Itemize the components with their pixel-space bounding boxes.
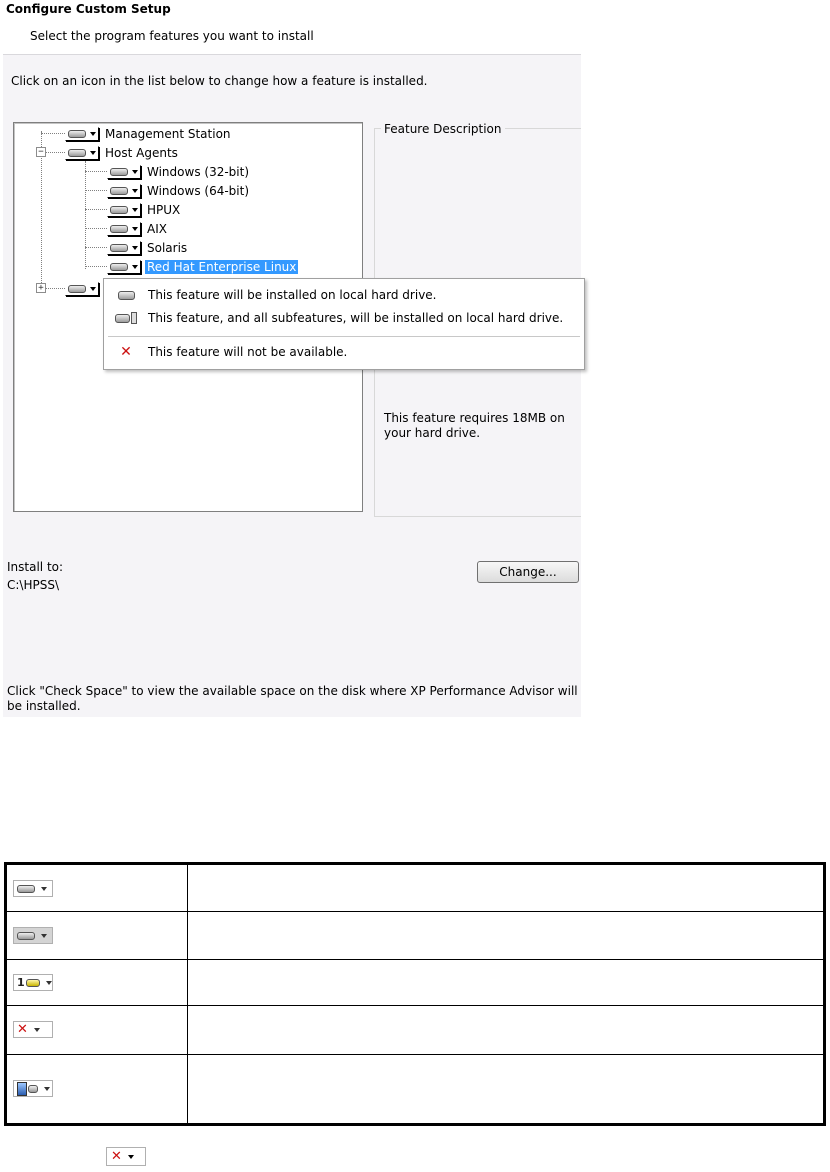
page-subtitle: Select the program features you want to install xyxy=(30,29,314,43)
dropdown-arrow-icon xyxy=(132,246,138,250)
feature-state-button[interactable] xyxy=(107,165,141,179)
tree-item-solaris[interactable] xyxy=(107,238,189,257)
instruction-text: Click on an icon in the list below to change how a feature is installed. xyxy=(11,74,428,88)
page-title: Configure Custom Setup xyxy=(6,2,171,16)
dropdown-arrow-icon xyxy=(132,208,138,212)
tree-item-label: Management Station xyxy=(105,126,231,141)
subfeatures-mark-icon xyxy=(131,312,137,324)
tree-line xyxy=(85,171,107,172)
table-row xyxy=(7,912,823,960)
drive-icon xyxy=(110,244,128,252)
tree-item-windows-32[interactable] xyxy=(107,162,251,181)
menu-separator xyxy=(108,336,580,337)
red-x-icon: ✕ xyxy=(106,1147,146,1166)
drive-icon xyxy=(110,168,128,176)
drive-icon xyxy=(118,291,135,300)
menu-item-label: This feature will be installed on local hard drive. xyxy=(148,288,437,302)
tree-line xyxy=(85,247,107,248)
dropdown-arrow-icon xyxy=(90,287,96,291)
tree-item-rhel[interactable] xyxy=(107,257,298,276)
menu-item-label: This feature will not be available. xyxy=(148,345,348,359)
install-to-label: Install to: xyxy=(7,560,64,574)
feature-state-button[interactable] xyxy=(107,203,141,217)
install-path: C:\HPSS\ xyxy=(7,578,60,592)
expand-icon[interactable]: + xyxy=(36,283,46,293)
red-x-icon: ✕ xyxy=(13,1021,53,1038)
menu-item-label: This feature, and all subfeatures, will be installed on local hard drive. xyxy=(148,311,564,325)
legend-description xyxy=(188,912,823,959)
drive-grey-icon xyxy=(13,927,53,944)
feature-state-button[interactable] xyxy=(107,260,141,274)
table-row xyxy=(7,1055,823,1123)
tree-item-collapsed[interactable] xyxy=(65,279,99,298)
tree-line xyxy=(45,152,65,153)
legend-description xyxy=(188,1006,823,1054)
tree-line xyxy=(85,161,86,269)
tree-line xyxy=(85,209,107,210)
tree-item-label: Solaris xyxy=(147,240,188,255)
dropdown-arrow-icon xyxy=(90,132,96,136)
legend-description xyxy=(188,865,823,911)
menu-item-install-all-local[interactable] xyxy=(104,307,582,329)
tree-item-label: HPUX xyxy=(147,202,181,217)
feature-state-button[interactable] xyxy=(107,222,141,236)
feature-state-menu xyxy=(103,278,585,370)
tree-item-host-agents[interactable] xyxy=(65,143,180,162)
drive-icon xyxy=(13,880,53,897)
change-button[interactable]: Change... xyxy=(477,561,579,583)
tree-item-aix[interactable] xyxy=(107,219,169,238)
tree-item-windows-64[interactable] xyxy=(107,181,251,200)
feature-state-button[interactable] xyxy=(107,184,141,198)
feature-state-button[interactable] xyxy=(107,241,141,255)
drive-icon xyxy=(110,187,128,195)
tree-line xyxy=(85,266,107,267)
feature-state-button[interactable] xyxy=(65,146,99,160)
legend-description xyxy=(188,1055,823,1123)
drive-icon xyxy=(68,285,86,293)
tree-item-management-station[interactable] xyxy=(65,124,233,143)
feature-state-button[interactable] xyxy=(65,127,99,141)
drive-icon xyxy=(110,225,128,233)
collapse-icon[interactable]: − xyxy=(36,147,46,157)
tree-line xyxy=(85,228,107,229)
tree-line xyxy=(45,288,65,289)
check-space-note: Click "Check Space" to view the available space on the disk where XP Performance Advisor will be installed. xyxy=(7,684,578,713)
installer-panel xyxy=(3,54,581,717)
feature-requirement-text: This feature requires 18MB on your hard drive. xyxy=(384,411,565,440)
tree-item-label: Windows (32-bit) xyxy=(147,164,249,179)
tree-line xyxy=(85,190,107,191)
tree-item-label: AIX xyxy=(147,221,167,236)
drive-icon xyxy=(110,263,128,271)
tree-line xyxy=(41,133,65,134)
network-drive-icon xyxy=(13,1080,53,1097)
table-row xyxy=(7,1006,823,1055)
dropdown-arrow-icon xyxy=(90,151,96,155)
tree-item-label-selected: Red Hat Enterprise Linux xyxy=(147,259,297,274)
tree-item-label: Host Agents xyxy=(105,145,178,160)
table-row xyxy=(7,960,823,1006)
dropdown-arrow-icon xyxy=(132,170,138,174)
menu-item-install-local[interactable] xyxy=(104,284,582,306)
dropdown-arrow-icon xyxy=(132,265,138,269)
icon-legend-table xyxy=(4,862,826,1126)
feature-state-button[interactable] xyxy=(65,282,99,296)
dropdown-arrow-icon xyxy=(132,227,138,231)
drive-icon xyxy=(68,130,86,138)
legend-description xyxy=(188,960,823,1005)
drive-icon xyxy=(110,206,128,214)
drive-icon xyxy=(68,149,86,157)
tree-item-label: Windows (64-bit) xyxy=(147,183,249,198)
drive-run-from-cd-icon: 1 xyxy=(13,974,53,991)
dropdown-arrow-icon xyxy=(132,189,138,193)
red-x-icon: ✕ xyxy=(120,344,132,360)
tree-item-hpux[interactable] xyxy=(107,200,182,219)
table-row xyxy=(7,865,823,912)
menu-item-not-available[interactable] xyxy=(104,341,582,363)
feature-description-legend: Feature Description xyxy=(381,122,505,136)
drive-with-subfeatures-icon xyxy=(115,314,130,323)
